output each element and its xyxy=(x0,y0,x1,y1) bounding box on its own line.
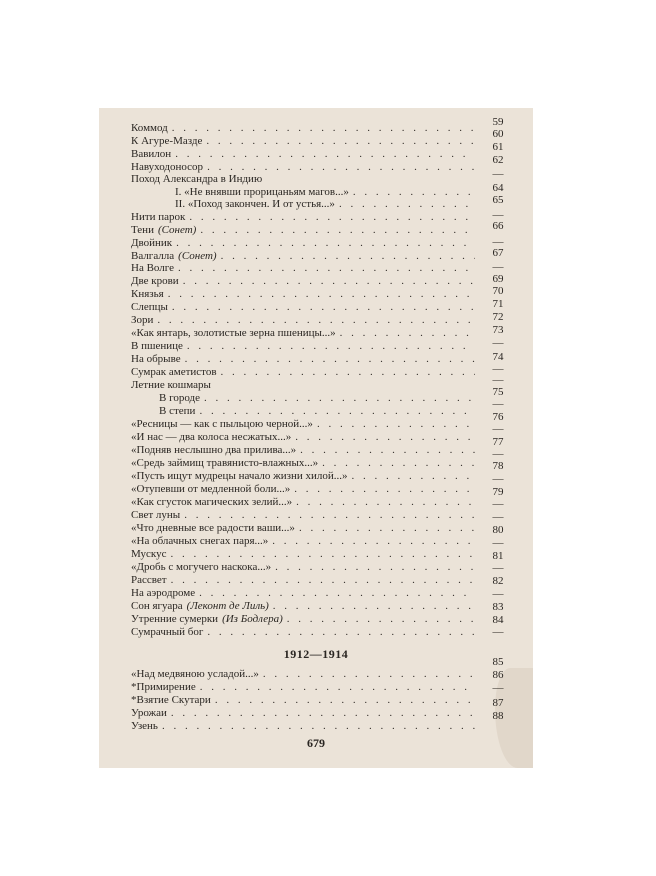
toc-page-number: — xyxy=(492,337,504,349)
toc-entry xyxy=(131,522,475,535)
toc-entry-title: Князья xyxy=(131,288,164,300)
dot-leader xyxy=(172,122,475,135)
toc-page-number: 81 xyxy=(492,550,504,562)
toc-entry xyxy=(131,148,475,161)
toc-entry xyxy=(131,379,475,392)
toc-entry xyxy=(131,262,475,275)
toc-entry-title: Рассвет xyxy=(131,574,167,586)
dot-leader xyxy=(199,587,475,600)
toc-entry xyxy=(131,288,475,301)
dot-leader xyxy=(296,496,475,509)
toc-entry xyxy=(131,548,475,561)
dot-leader xyxy=(200,224,475,237)
toc-entry-title: В городе xyxy=(159,392,200,404)
toc-entry-title: Двойник xyxy=(131,237,173,249)
toc-page-number: — xyxy=(492,511,504,523)
book-page xyxy=(99,108,533,768)
dot-leader xyxy=(200,681,475,694)
toc-page-number: 79 xyxy=(492,486,504,498)
toc-entry-subtitle: (Из Бодлера) xyxy=(222,613,283,625)
toc-entry-title: Урожаи xyxy=(131,707,167,719)
toc-page-number: 72 xyxy=(492,311,504,323)
toc-entry-title: «Над медвяною усладой...» xyxy=(131,668,259,680)
dot-leader xyxy=(183,275,475,288)
toc-entry-title: «Пусть ищут мудрецы начало жизни хилой...» xyxy=(131,470,348,482)
toc-page-number: 60 xyxy=(492,128,504,140)
toc-entry xyxy=(159,405,475,418)
dot-leader xyxy=(300,444,475,457)
toc-entry xyxy=(131,457,475,470)
toc-page-number: — xyxy=(492,682,504,694)
dot-leader xyxy=(215,694,475,707)
dot-leader xyxy=(185,353,475,366)
dot-leader xyxy=(340,327,475,340)
toc-page-number: 76 xyxy=(492,411,504,423)
toc-entry-title: Сумрачный бог xyxy=(131,626,204,638)
toc-entry-title: На Волге xyxy=(131,262,175,274)
toc-entry-title: Летние кошмары xyxy=(131,379,211,391)
toc-page-number: 71 xyxy=(492,298,504,310)
toc-entry xyxy=(131,535,475,548)
toc-entry-title: Навуходоносор xyxy=(131,161,204,173)
toc-entry xyxy=(131,600,475,613)
toc-page-number: — xyxy=(492,537,504,549)
toc-entry-title: I. «Не внявши прорицаньям магов...» xyxy=(175,186,349,198)
toc-entry-title: «Что дневные все радости ваши...» xyxy=(131,522,295,534)
toc-entry-title: Сон ягуара xyxy=(131,600,183,612)
toc-page-number: — xyxy=(492,398,504,410)
toc-entry-title: В степи xyxy=(159,405,196,417)
toc-entry xyxy=(131,444,475,457)
toc-entry xyxy=(159,392,475,405)
toc-entry xyxy=(131,431,475,444)
toc-entry-title: Коммод xyxy=(131,122,168,134)
toc-entry xyxy=(131,561,475,574)
toc-page-number: 75 xyxy=(492,386,504,398)
toc-entry-title: На обрыве xyxy=(131,353,181,365)
toc-entry xyxy=(131,173,475,186)
toc-entry xyxy=(131,327,475,340)
toc-page-number: — xyxy=(492,588,504,600)
toc-page-number: 66 xyxy=(492,220,504,232)
toc-entry-title: В пшенице xyxy=(131,340,183,352)
toc-entry-title: Сумрак аметистов xyxy=(131,366,217,378)
toc-page-number: — xyxy=(492,626,504,638)
toc-entry-subtitle: (Сонет) xyxy=(157,224,197,236)
toc-entry-title: «Как янтарь, золотистые зерна пшеницы...» xyxy=(131,327,336,339)
dot-leader xyxy=(295,431,475,444)
toc-page-number: 62 xyxy=(492,154,504,166)
dot-leader xyxy=(189,211,475,224)
toc-page-number: 73 xyxy=(492,324,504,336)
dot-leader xyxy=(171,574,475,587)
toc-page-number: 59 xyxy=(492,116,504,128)
toc-page-number: 69 xyxy=(492,273,504,285)
toc-entry-title: Свет луны xyxy=(131,509,181,521)
dot-leader xyxy=(162,720,475,733)
toc-entry xyxy=(131,366,475,379)
dot-leader xyxy=(272,535,475,548)
toc-entry xyxy=(131,340,475,353)
toc-entry xyxy=(131,587,475,600)
toc-entry-title: Валгалла xyxy=(131,250,175,262)
dot-leader xyxy=(157,314,475,327)
dot-leader xyxy=(176,237,475,250)
dot-leader xyxy=(178,262,475,275)
toc-entry-subtitle: (Леконт де Лиль) xyxy=(186,600,269,612)
toc-entry-title: Поход Александра в Индию xyxy=(131,173,263,185)
dot-leader xyxy=(287,613,475,626)
toc-entry xyxy=(131,353,475,366)
toc-entry xyxy=(131,707,475,720)
toc-entry-title: К Агуре-Мазде xyxy=(131,135,203,147)
toc-page-number: 64 xyxy=(492,182,504,194)
toc-page-number: 88 xyxy=(492,710,504,722)
toc-page-number: 87 xyxy=(492,697,504,709)
toc-entry-title: Зори xyxy=(131,314,154,326)
toc-page-number: — xyxy=(492,363,504,375)
dot-leader xyxy=(352,470,475,483)
dot-leader xyxy=(171,707,475,720)
page-number: 679 xyxy=(307,736,325,750)
toc-entry xyxy=(131,237,475,250)
dot-leader xyxy=(339,198,475,211)
dot-leader xyxy=(221,366,475,379)
dot-leader xyxy=(204,392,475,405)
toc-entry-title: Утренние сумерки xyxy=(131,613,219,625)
toc-entry xyxy=(131,626,475,639)
toc-page-number: — xyxy=(492,473,504,485)
dot-leader xyxy=(263,668,475,681)
dot-leader xyxy=(294,483,475,496)
toc-entry-title: «Как сгусток магических зелий...» xyxy=(131,496,293,508)
toc-entry-title: «И нас — два колоса несжатых...» xyxy=(131,431,292,443)
toc-page-number: — xyxy=(492,374,504,386)
toc-page-number: 67 xyxy=(492,247,504,259)
toc-entry xyxy=(131,496,475,509)
toc-entry-title: «На облачных снегах паря...» xyxy=(131,535,269,547)
dot-leader xyxy=(175,148,475,161)
toc-entry-title: «Подняв неслышно два прилива...» xyxy=(131,444,297,456)
toc-entry xyxy=(131,224,475,237)
toc-page-number: 85 xyxy=(492,656,504,668)
toc-page-number: 74 xyxy=(492,351,504,363)
toc-entry xyxy=(131,483,475,496)
toc-page-number: 70 xyxy=(492,285,504,297)
dot-leader xyxy=(273,600,475,613)
toc-entry-title: *Примирение xyxy=(131,681,196,693)
toc-page-number: 78 xyxy=(492,460,504,472)
toc-page-number: 83 xyxy=(492,601,504,613)
toc-page-number: — xyxy=(492,562,504,574)
toc-page-number: 77 xyxy=(492,436,504,448)
toc-page-number: 61 xyxy=(492,141,504,153)
dot-leader xyxy=(172,301,475,314)
toc-page-number: 84 xyxy=(492,614,504,626)
toc-entry xyxy=(131,211,475,224)
toc-page-number: 65 xyxy=(492,194,504,206)
toc-entry-subtitle: (Сонет) xyxy=(178,250,217,262)
toc-entry-title: «Ресницы — как с пыльцою черной...» xyxy=(131,418,313,430)
toc-entry xyxy=(131,275,475,288)
dot-leader xyxy=(170,548,475,561)
toc-entry xyxy=(131,418,475,431)
dot-leader xyxy=(299,522,475,535)
dot-leader xyxy=(207,626,475,639)
toc-page-number: 80 xyxy=(492,524,504,536)
toc-entry-title: На аэродроме xyxy=(131,587,196,599)
toc-page-number: — xyxy=(492,168,504,180)
toc-entry xyxy=(131,314,475,327)
toc-page-number: 86 xyxy=(492,669,504,681)
toc-entry xyxy=(131,694,475,707)
dot-leader xyxy=(199,405,475,418)
toc-page-number: — xyxy=(492,448,504,460)
toc-entry xyxy=(131,301,475,314)
toc-entry-title: «Отупевши от медленной боли...» xyxy=(131,483,291,495)
toc-page-number: 82 xyxy=(492,575,504,587)
dot-leader xyxy=(184,509,475,522)
toc-entry-title: *Взятие Скутари xyxy=(131,694,211,706)
toc-entry xyxy=(131,509,475,522)
toc-entry-title: Тени xyxy=(131,224,154,236)
toc-entry-title: Две крови xyxy=(131,275,179,287)
toc-entry xyxy=(131,122,475,135)
toc-page-number: — xyxy=(492,261,504,273)
toc-entry xyxy=(131,470,475,483)
toc-entry-title: II. «Поход закончен. И от устья...» xyxy=(175,198,335,210)
toc-entry-title: Мускус xyxy=(131,548,167,560)
toc-entry xyxy=(131,681,475,694)
section-heading: 1912—1914 xyxy=(283,647,349,661)
toc-page-number: — xyxy=(492,209,504,221)
toc-entry-title: Вавилон xyxy=(131,148,172,160)
dot-leader xyxy=(206,135,475,148)
toc-page-number: — xyxy=(492,423,504,435)
dot-leader xyxy=(168,288,475,301)
toc-entry xyxy=(131,135,475,148)
toc-page-number: — xyxy=(492,236,504,248)
toc-entry xyxy=(131,720,475,733)
toc-entry-title: «Дробь с могучего наскока...» xyxy=(131,561,272,573)
dot-leader xyxy=(187,340,475,353)
toc-entry-title: Слепцы xyxy=(131,301,168,313)
toc-entry-title: Узень xyxy=(131,720,158,732)
toc-entry xyxy=(131,574,475,587)
dot-leader xyxy=(275,561,475,574)
dot-leader xyxy=(322,457,475,470)
toc-entry xyxy=(131,613,475,626)
dot-leader xyxy=(317,418,475,431)
toc-page-number: — xyxy=(492,498,504,510)
toc-entry xyxy=(131,668,475,681)
toc-entry-title: Нити парок xyxy=(131,211,186,223)
toc-entry xyxy=(175,198,475,211)
toc-entry-title: «Средь займищ травянисто-влажных...» xyxy=(131,457,319,469)
